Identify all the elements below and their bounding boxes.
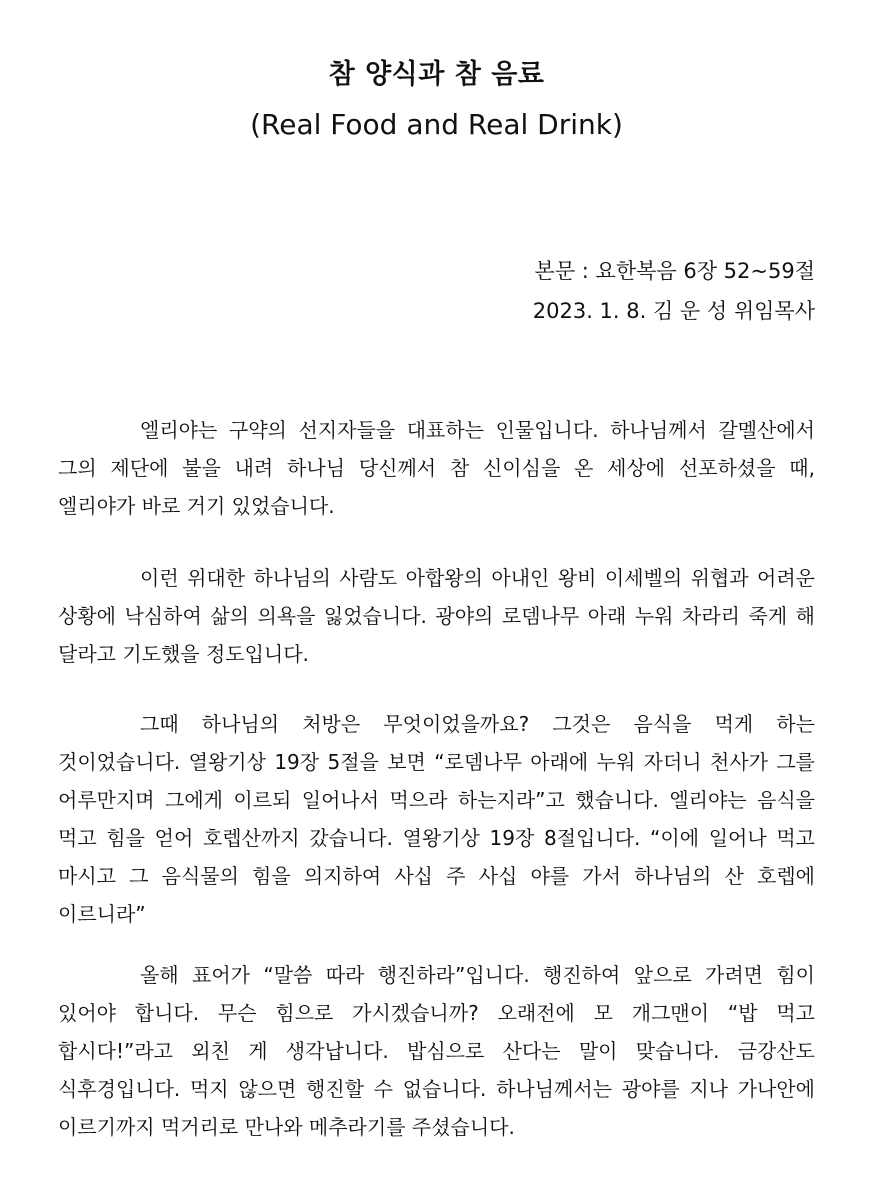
- paragraph: 이런 위대한 하나님의 사람도 아합왕의 아내인 왕비 이세벨의 위협과 어려운 상황에 낙심하여 삶의 의욕을 잃었습니다. 광야의 로뎀나무 아래 누워 차라리 죽게 해 달라고 기도했을 정도입니다.: [58, 566, 815, 666]
- sermon-title: 참 양식과 참 음료: [328, 59, 545, 90]
- scripture-reference: 본문 : 요한복음 6장 52~59절: [534, 259, 815, 283]
- paragraph: 그때 하나님의 처방은 무엇이었을까요? 그것은 음식을 먹게 하는 것이었습니다. 열왕기상 19장 5절을 보면 “로뎀나무 아래에 누워 자더니 천사가 그를 어루만지며 그에게 이르되 일어나서 먹으라 하는지라”고 했습니다. 엘리야는 음식을 먹고 힘을 얻어 호렙산까지 갔습니다. 열왕기상 19장 8절입니다. “이에 일어나 먹고 마시고 그 음식물의 힘을 의지하여 사십 주 사십 야를 가서 하나님의 산 호렙에 이르니라”: [58, 712, 815, 926]
- date-and-author: 2023. 1. 8. 김 운 성 위임목사: [532, 299, 815, 323]
- sermon-subtitle: (Real Food and Real Drink): [250, 108, 623, 141]
- paragraph: 올해 표어가 “말씀 따라 행진하라”입니다. 행진하여 앞으로 가려면 힘이 있어야 합니다. 무슨 힘으로 가시겠습니까? 오래전에 모 개그맨이 “밥 먹고 합시다!”라고 외친 게 생각납니다. 밥심으로 산다는 말이 맞습니다. 금강산도 식후경입니다. 먹지 않으면 행진할 수 없습니다. 하나님께서는 광야를 지나 가나안에 이르기까지 먹거리로 만나와 메추라기를 주셨습니다.: [58, 963, 815, 1139]
- paragraph: 엘리야는 구약의 선지자들을 대표하는 인물입니다. 하나님께서 갈멜산에서 그의 제단에 불을 내려 하나님 당신께서 참 신이심을 온 세상에 선포하셨을 때, 엘리야가 바로 거기 있었습니다.: [58, 418, 815, 518]
